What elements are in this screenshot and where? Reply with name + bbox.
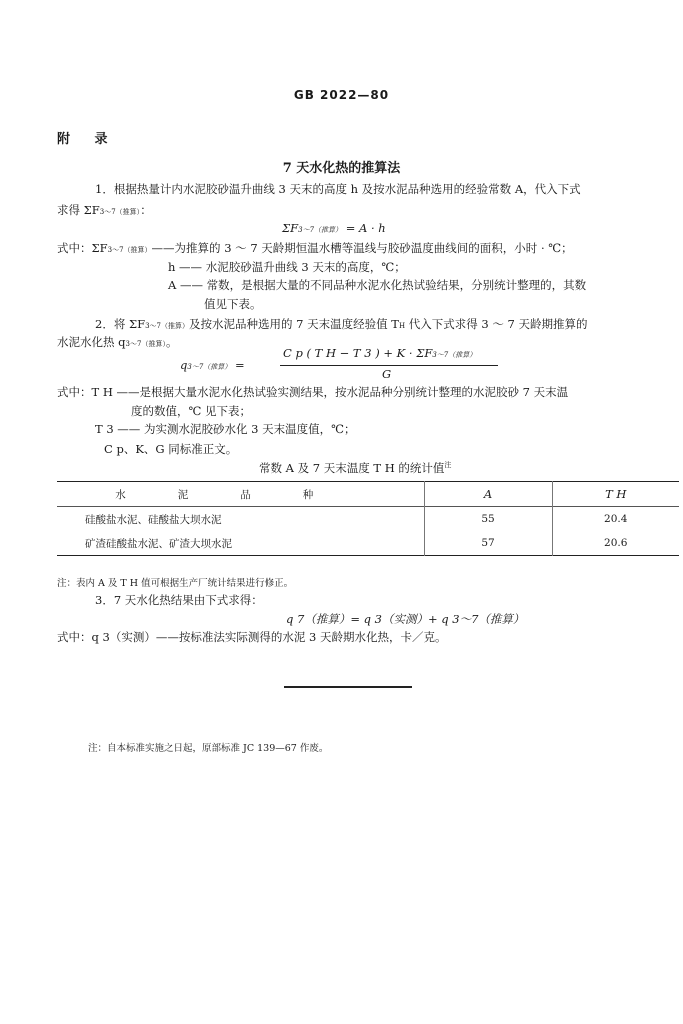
formula-2-denominator: G	[382, 367, 392, 381]
table-row	[57, 531, 679, 556]
row1-a: 55	[424, 507, 552, 532]
constants-table	[57, 481, 679, 556]
para2-line1: 2．将 ΣF3～7（推算）及按水泥品种选用的 7 天末温度经验值 TH 代入下式求得 3 ～ 7 天龄期推算的	[95, 317, 588, 331]
row1-th: 20.4	[552, 507, 679, 532]
formula-2-lhs: q3～7（推算） =	[180, 358, 245, 372]
where1-line1: 式中：ΣF3～7（推算）——为推算的 3 ～ 7 天龄期恒温水槽等温线与胶砂温度曲线间的面积，小时 · ℃；	[57, 241, 573, 255]
formula-2-numerator: C p ( T H − T 3 ) + K · ΣF3～7（推算）	[283, 346, 477, 360]
para3-where: 式中：q 3（实测）——按标准法实际测得的水泥 3 天龄期水化热，卡／克。	[57, 630, 447, 644]
header-cement-type: 水泥品种	[115, 488, 366, 501]
table-note: 注：表内 A 及 T H 值可根据生产厂统计结果进行修正。	[57, 578, 294, 589]
formula-3: q 7（推算）= q 3（实测）+ q 3～7（推算）	[286, 612, 525, 626]
header-th: T H	[552, 482, 679, 507]
where2-line2: 度的数值，℃ 见下表；	[131, 404, 252, 418]
formula-2-fraction-bar	[280, 365, 498, 366]
end-rule	[284, 686, 412, 688]
para1-line1: 1．根据热量计内水泥胶砂温升曲线 3 天末的高度 h 及按水泥品种选用的经验常数 A，代入下式	[95, 182, 581, 196]
table-row	[57, 507, 679, 532]
standard-code: GB 2022—80	[293, 88, 390, 102]
formula-1: ΣF3～7（推算） = A · h	[282, 221, 386, 235]
para2-line2: 水泥水化热 q3～7（推算）。	[57, 335, 178, 349]
footer-note: 注：自本标准实施之日起，原部标准 JC 139—67 作废。	[88, 743, 329, 754]
section-title: 7 天水化热的推算法	[282, 161, 401, 176]
table-caption: 常数 A 及 7 天末温度 T H 的统计值$^注$	[259, 461, 452, 475]
table-header-row	[57, 482, 679, 507]
where2-line3: T 3 —— 为实测水泥胶砂水化 3 天末温度值，℃；	[95, 422, 356, 436]
row2-cement: 矿渣硅酸盐水泥、矿渣大坝水泥	[85, 537, 232, 550]
where1-line4: 值见下表。	[204, 297, 262, 311]
para3-line1: 3．7 天水化热结果由下式求得：	[95, 593, 263, 607]
where2-line1: 式中：T H ——是根据大量水泥水化热试验实测结果，按水泥品种分别统计整理的水泥胶砂 7 天末温	[57, 385, 569, 399]
where1-line3: A —— 常数，是根据大量的不同品种水泥水化热试验结果，分别统计整理的，其数	[168, 278, 587, 292]
appendix-label: 附 录	[57, 132, 118, 147]
row2-a: 57	[424, 531, 552, 556]
header-a: A	[424, 482, 552, 507]
where1-line2: h —— 水泥胶砂温升曲线 3 天末的高度，℃；	[168, 260, 406, 274]
table-caption-note-mark: 注	[444, 461, 452, 470]
row2-th: 20.6	[552, 531, 679, 556]
where2-line4: C p、K、G 同标准正文。	[104, 442, 238, 456]
para1-line2: 求得 ΣF3～7（推算）：	[57, 203, 152, 217]
row1-cement: 硅酸盐水泥、硅酸盐大坝水泥	[85, 513, 222, 526]
